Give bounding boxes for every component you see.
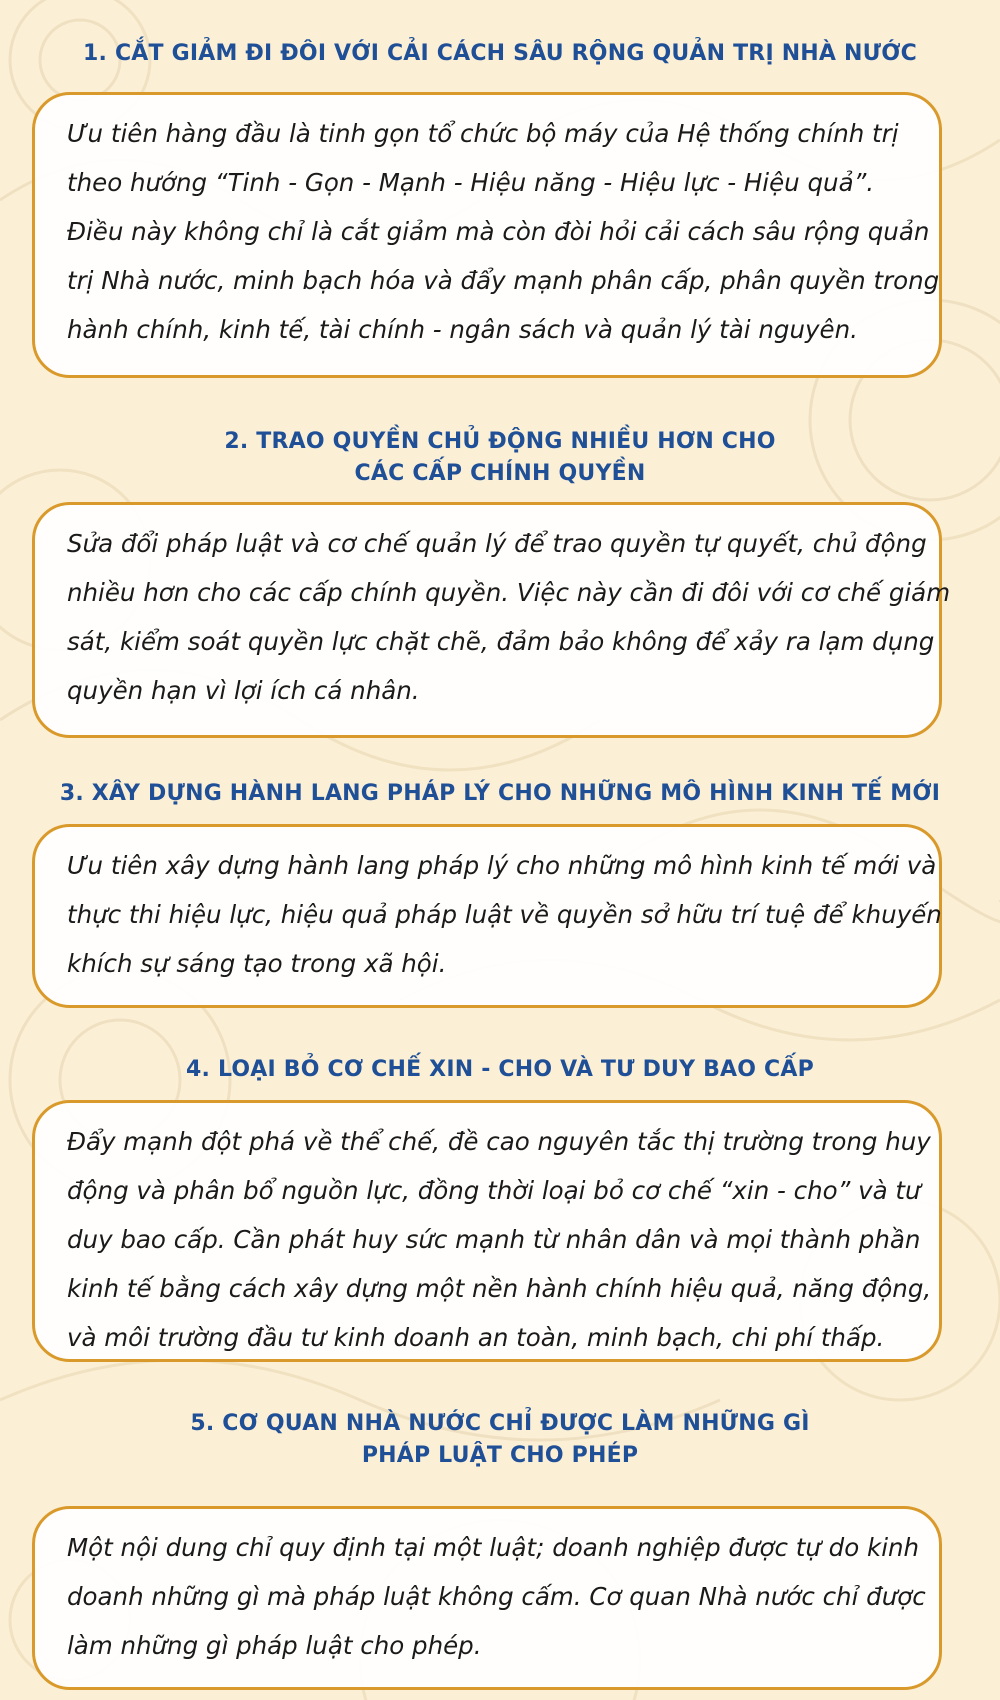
section-1-body-line: hành chính, kinh tế, tài chính - ngân sách và quản lý tài nguyên. [67, 315, 858, 344]
section-5-body [67, 1523, 926, 1670]
section-4-box [32, 1100, 942, 1362]
section-2-body-line: quyền hạn vì lợi ích cá nhân. [67, 676, 420, 705]
section-1-title-line-1: 1. CẮT GIẢM ĐI ĐÔI VỚI CẢI CÁCH SÂU RỘNG QUẢN TRỊ NHÀ NƯỚC [83, 41, 917, 66]
section-4-body [67, 1117, 932, 1362]
section-3-body-line: khích sự sáng tạo trong xã hội. [67, 949, 447, 978]
section-2-title-line-1: 2. TRAO QUYỀN CHỦ ĐỘNG NHIỀU HƠN CHO [224, 429, 776, 454]
section-5-title-line-1: 5. CƠ QUAN NHÀ NƯỚC CHỈ ĐƯỢC LÀM NHỮNG GÌ [190, 1411, 810, 1436]
section-4-title [20, 1054, 980, 1086]
section-5-body-line: làm những gì pháp luật cho phép. [67, 1631, 482, 1660]
section-2-title [20, 426, 980, 490]
section-3-body-line: thực thi hiệu lực, hiệu quả pháp luật về quyền sở hữu trí tuệ để khuyến [67, 900, 942, 929]
section-2-body-line: sát, kiểm soát quyền lực chặt chẽ, đảm bảo không để xảy ra lạm dụng [67, 627, 935, 656]
section-5-title-line-2: PHÁP LUẬT CHO PHÉP [361, 1443, 639, 1468]
section-4-body-line: Đẩy mạnh đột phá về thể chế, đề cao nguyên tắc thị trường trong huy [67, 1127, 931, 1156]
section-5-body-line: doanh những gì mà pháp luật không cấm. Cơ quan Nhà nước chỉ được [67, 1582, 926, 1611]
section-2-body-line: nhiều hơn cho các cấp chính quyền. Việc này cần đi đôi với cơ chế giám [67, 578, 951, 607]
section-4-title-line-1: 4. LOẠI BỎ CƠ CHẾ XIN - CHO VÀ TƯ DUY BAO CẤP [186, 1057, 814, 1082]
section-5-body-line: Một nội dung chỉ quy định tại một luật; doanh nghiệp được tự do kinh [67, 1533, 920, 1562]
section-3-body-line: Ưu tiên xây dựng hành lang pháp lý cho những mô hình kinh tế mới và [67, 851, 937, 880]
section-2-title-line-2: CÁC CẤP CHÍNH QUYỀN [354, 461, 646, 486]
section-3-body [67, 841, 942, 988]
section-2-box [32, 502, 951, 738]
section-3-title [20, 778, 980, 810]
section-5-box [32, 1506, 942, 1690]
section-3-box [32, 824, 942, 1008]
section-2-body [67, 519, 951, 715]
section-4-body-line: và môi trường đầu tư kinh doanh an toàn, minh bạch, chi phí thấp. [67, 1323, 885, 1352]
section-4-body-line: duy bao cấp. Cần phát huy sức mạnh từ nhân dân và mọi thành phần [67, 1225, 921, 1254]
section-5-title [20, 1408, 980, 1472]
section-1-box [32, 92, 942, 378]
section-1-body-line: trị Nhà nước, minh bạch hóa và đẩy mạnh phân cấp, phân quyền trong [67, 266, 940, 295]
section-1-title [20, 38, 980, 70]
section-3-title-line-1: 3. XÂY DỰNG HÀNH LANG PHÁP LÝ CHO NHỮNG MÔ HÌNH KINH TẾ MỚI [59, 781, 941, 806]
section-4-body-line: động và phân bổ nguồn lực, đồng thời loại bỏ cơ chế “xin - cho” và tư [67, 1176, 921, 1205]
section-4-body-line: kinh tế bằng cách xây dựng một nền hành chính hiệu quả, năng động, [67, 1274, 932, 1303]
section-1-body-line: theo hướng “Tinh - Gọn - Mạnh - Hiệu năng - Hiệu lực - Hiệu quả”. [67, 168, 875, 197]
section-1-body-line: Ưu tiên hàng đầu là tinh gọn tổ chức bộ máy của Hệ thống chính trị [67, 119, 899, 148]
section-2-body-line: Sửa đổi pháp luật và cơ chế quản lý để trao quyền tự quyết, chủ động [67, 529, 927, 558]
section-1-body [67, 109, 940, 354]
section-1-body-line: Điều này không chỉ là cắt giảm mà còn đòi hỏi cải cách sâu rộng quản [67, 217, 930, 246]
